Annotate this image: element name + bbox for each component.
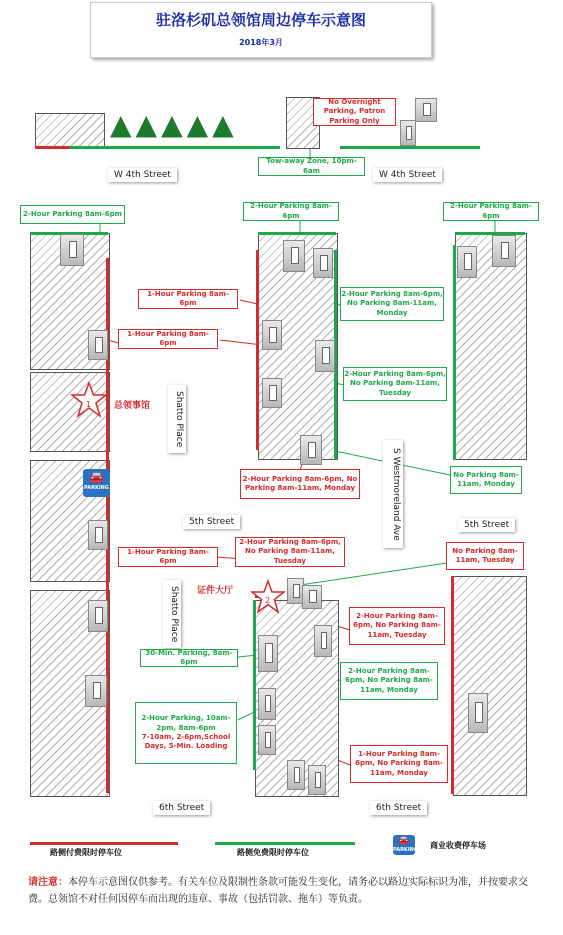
sign-photo <box>287 760 305 790</box>
sign-1hr-a: 1-Hour Parking 8am-6pm <box>138 289 238 309</box>
street-shatto-upper: Shatto Place <box>168 385 186 453</box>
street-sixth-right: 6th Street <box>370 801 427 815</box>
street-w4-right: W 4th Street <box>373 168 442 182</box>
sign-photo <box>415 98 437 122</box>
map-date: 2018年3月 <box>239 38 283 47</box>
sign-tow-away: Tow-away Zone, 10pm-6am <box>258 157 365 176</box>
sign-2hr-mon-a: 2-Hour Parking 8am-6pm, No Parking 8am-11am, Monday <box>340 287 444 321</box>
street-sixth-left: 6th Street <box>153 801 210 815</box>
sign-30min: 30-Min. Parking, 8am-6pm <box>140 649 238 667</box>
sign-photo <box>262 378 282 408</box>
sign-photo <box>302 585 322 609</box>
street-fifth-right: 5th Street <box>458 518 515 532</box>
notice-text <box>28 874 533 908</box>
free-curb-center-top <box>258 232 336 235</box>
free-curb-right <box>453 245 456 460</box>
sign-2hr-mon-b: 2-Hour Parking 8am-6pm, No Parking 8am-11am, Monday <box>240 469 360 499</box>
street-w4-left: W 4th Street <box>108 168 177 182</box>
legend-parking-icon: 🚘 PARKING <box>393 836 418 853</box>
sign-photo <box>88 520 108 550</box>
sign-photo <box>313 248 333 278</box>
street-fifth-left: 5th Street <box>183 515 240 529</box>
sign-photo <box>258 688 276 720</box>
street-westmoreland: S Westmoreland Ave <box>383 440 403 548</box>
school-sign-line1: 2-Hour Parking, 10am-2pm, 8am-6pm <box>141 714 231 732</box>
sign-school-days <box>135 702 237 764</box>
legend-commercial-label: 商业收费停车场 <box>430 841 486 850</box>
paid-curb-right-lower <box>451 576 454 794</box>
sign-photo <box>468 693 488 733</box>
sign-no-overnight: No Overnight Parking, Patron Parking Only <box>313 98 396 126</box>
sign-photo <box>88 600 108 632</box>
sign-1hr-c: 1-Hour Parking 8am-6pm <box>118 547 218 567</box>
free-curb-north-right <box>340 146 480 149</box>
legend-free-label: 路侧免费限时停车位 <box>237 848 309 857</box>
notice-label: 请注意： <box>28 877 68 888</box>
sign-2hr-tue-c: 2-Hour Parking 8am-6pm, No Parking 8am-11am, Tuesday <box>349 607 445 645</box>
legend-paid-swatch <box>30 842 178 845</box>
sign-1hr-no-mon: 1-Hour Parking 8am-6pm, No Parking 8am-11am, Monday <box>350 745 448 783</box>
sign-photo <box>300 435 322 465</box>
sign-photo <box>262 320 282 350</box>
sign-photo <box>457 246 477 278</box>
sign-photo <box>85 675 107 707</box>
north-building-left <box>35 113 105 149</box>
block-right-2 <box>453 576 527 796</box>
sign-photo <box>258 725 276 755</box>
paid-curb-north-left <box>35 146 70 149</box>
sign-photo <box>60 234 84 266</box>
sign-photo <box>88 330 108 360</box>
parking-lot-icon: 🚘 PARKING <box>83 469 110 497</box>
legend-badge-label: PARKING <box>393 847 418 853</box>
school-sign-line2: 7-10am, 2-6pm,School Days, 5-Min. Loading <box>141 733 231 751</box>
free-curb-north <box>70 146 280 149</box>
visa-hall-label: 证件大厅 <box>197 583 233 596</box>
sign-2hr-left: 2-Hour Parking 8am-6pm <box>20 205 125 224</box>
sign-2hr-mon-c: 2-Hour Parking 8am-6pm, No Parking 8am-11am, Monday <box>340 662 438 700</box>
sign-no-parking-tue: No Parking 8am-11am, Tuesday <box>446 542 524 570</box>
sign-photo <box>283 240 305 272</box>
street-shatto-lower: Shatto Place <box>163 580 181 648</box>
sign-2hr-tue-a: 2-Hour Parking 8am-6pm, No Parking 8am-11am, Tuesday <box>343 367 447 401</box>
tree-icon: ▲▲▲▲▲ <box>110 108 238 141</box>
sign-2hr-right: 2-Hour Parking 8am-6pm <box>443 202 539 221</box>
sign-photo <box>492 235 516 267</box>
sign-photo <box>400 120 416 146</box>
notice-body: 本停车示意图仅供参考。有关车位及限制性条款可能发生变化，请务必以路边实际标识为准，并按要求交费。总领馆不对任何因停车而出现的违章、事故（包括罚款、拖车）等负责。 <box>28 877 528 905</box>
sign-2hr-tue-b: 2-Hour Parking 8am-6pm, No Parking 8am-11am, Tuesday <box>235 537 345 567</box>
paid-curb-center <box>256 250 259 450</box>
sign-2hr-center: 2-Hour Parking 8am-6pm <box>243 202 339 221</box>
legend-free-swatch <box>215 842 355 845</box>
sign-1hr-b: 1-Hour Parking 8am-6pm <box>118 329 218 349</box>
sign-no-parking-mon: No Parking 8am-11am, Monday <box>450 466 522 494</box>
legend-paid-label: 路侧付费限时停车位 <box>50 848 122 857</box>
map-title: 驻洛杉矶总领馆周边停车示意图 <box>155 11 366 29</box>
sign-photo <box>314 625 332 657</box>
sign-photo <box>258 635 278 672</box>
sign-photo <box>308 765 326 795</box>
consulate-number: 1 <box>86 400 92 409</box>
sign-photo <box>315 340 335 372</box>
parking-badge-label: PARKING <box>84 485 109 491</box>
consulate-label: 总领事馆 <box>114 398 150 411</box>
free-curb-center-lower <box>253 600 256 770</box>
visa-hall-number: 2 <box>265 596 271 605</box>
